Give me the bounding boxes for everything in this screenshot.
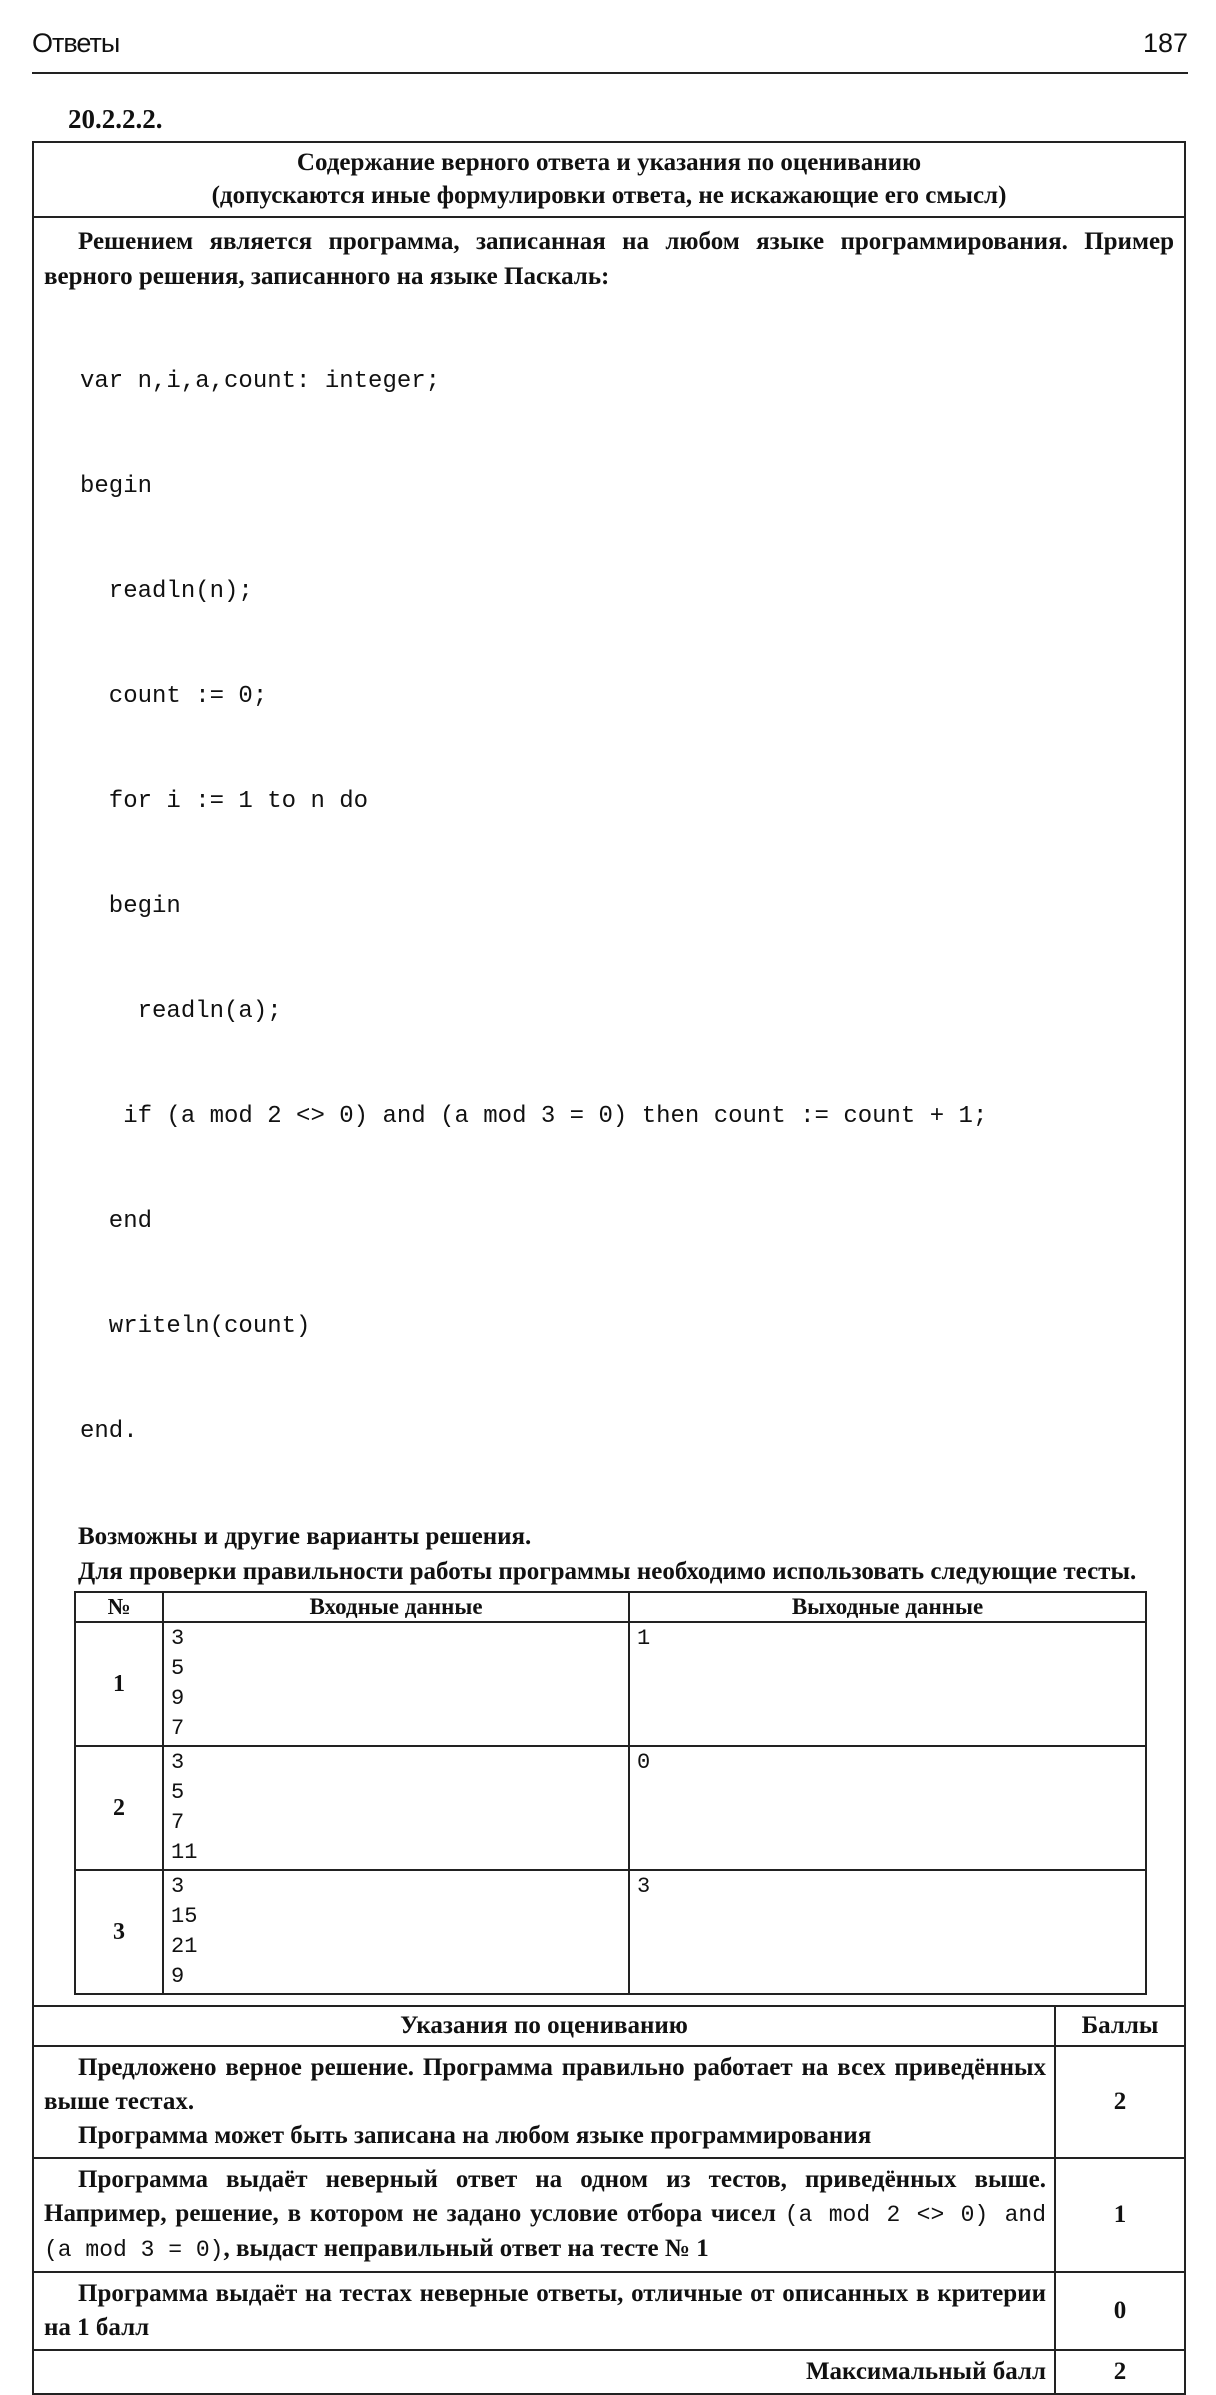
col-header-criteria: Указания по оцениванию: [34, 2006, 1055, 2046]
tests-header-row: [75, 1592, 1146, 1622]
test-output: [629, 1870, 1146, 1994]
output-value: 0: [637, 1750, 651, 1775]
col-header-output: Выходные данные: [629, 1592, 1146, 1622]
criterion-text-part: , выдаст неправильный ответ на тесте № 1: [223, 2235, 709, 2262]
test-number: 3: [75, 1870, 163, 1994]
code-line: count := 0;: [80, 683, 268, 710]
answer-header: [34, 143, 1184, 218]
code-line: end.: [80, 1418, 138, 1445]
input-value: 3: [171, 1626, 185, 1651]
table-row: [75, 1746, 1146, 1870]
grading-row: [34, 2046, 1184, 2158]
solution-intro: Решением является программа, записанная на любом языке программирования. Пример верного решения, записанного на языке Паскаль:: [44, 228, 1174, 290]
test-input: [163, 1870, 629, 1994]
header-subtitle: (допускаются иные формулировки ответа, не искажающие его смысл): [211, 182, 1007, 209]
criterion-line: [44, 2163, 1046, 2267]
page-number: 187: [1142, 28, 1188, 58]
code-line: begin: [80, 893, 181, 920]
criterion-points: 2: [1055, 2046, 1184, 2158]
code-line: writeln(count): [80, 1313, 311, 1340]
input-value: 7: [171, 1810, 185, 1835]
criterion-points: 0: [1055, 2272, 1184, 2350]
input-value: 5: [171, 1656, 185, 1681]
input-value: 11: [171, 1840, 198, 1865]
tests-intro: Для проверки правильности работы программы необходимо использовать следующие тесты.: [78, 1558, 1137, 1585]
table-row: [75, 1622, 1146, 1746]
criterion-text: [34, 2046, 1055, 2158]
grading-row: [34, 2158, 1184, 2272]
code-line: if (a mod 2 <> 0) and (a mod 3 = 0) then count := count + 1;: [80, 1103, 988, 1130]
input-value: 3: [171, 1874, 185, 1899]
criterion-line: Предложено верное решение. Программа правильно работает на всех приведённых выше тестах.: [44, 2054, 1046, 2115]
col-header-input: Входные данные: [163, 1592, 629, 1622]
tests-table: [74, 1591, 1147, 1995]
max-score-value: 2: [1055, 2350, 1184, 2393]
task-number: 20.2.2.2.: [68, 104, 163, 134]
input-value: 21: [171, 1934, 198, 1959]
grading-row: [34, 2272, 1184, 2350]
grading-max-row: [34, 2350, 1184, 2393]
section-title: Ответы: [32, 28, 120, 58]
criterion-points: 1: [1055, 2158, 1184, 2272]
code-line: var n,i,a,count: integer;: [80, 368, 441, 395]
input-value: 15: [171, 1904, 198, 1929]
input-value: 9: [171, 1964, 185, 1989]
input-value: 7: [171, 1716, 185, 1741]
solution-body: [34, 218, 1184, 2005]
criterion-text: [34, 2272, 1055, 2350]
code-line: for i := 1 to n do: [80, 788, 369, 815]
answer-frame: [32, 141, 1186, 2395]
grading-header-row: [34, 2006, 1184, 2046]
code-line: begin: [80, 473, 153, 500]
input-value: 9: [171, 1686, 185, 1711]
input-value: 3: [171, 1750, 185, 1775]
criterion-text-part: Программа выдаёт неверный ответ на одном из тестов, приведённых выше. Например, решение, в котором не задано условие отбора чисел: [44, 2166, 1046, 2227]
criterion-text: [34, 2158, 1055, 2272]
criterion-code: (a mod 2 <> 0) and (a mod 3 = 0): [44, 2202, 1047, 2263]
max-score-label: Максимальный балл: [805, 2358, 1046, 2385]
table-row: [75, 1870, 1146, 1994]
grading-table: [34, 2005, 1184, 2393]
col-header-no: №: [75, 1592, 163, 1622]
input-value: 5: [171, 1780, 185, 1805]
code-line: readln(a);: [80, 998, 282, 1025]
code-block: [80, 294, 1174, 1519]
test-number: 2: [75, 1746, 163, 1870]
output-value: 3: [637, 1874, 651, 1899]
running-head: [32, 24, 1188, 74]
code-line: end: [80, 1208, 153, 1235]
code-line: readln(n);: [80, 578, 253, 605]
criterion-line: Программа выдаёт на тестах неверные ответы, отличные от описанных в критерии на 1 балл: [44, 2280, 1046, 2341]
col-header-points: Баллы: [1055, 2006, 1184, 2046]
test-number: 1: [75, 1622, 163, 1746]
other-variants-note: Возможны и другие варианты решения.: [78, 1523, 532, 1550]
test-output: [629, 1746, 1146, 1870]
output-value: 1: [637, 1626, 651, 1651]
test-output: [629, 1622, 1146, 1746]
test-input: [163, 1746, 629, 1870]
test-input: [163, 1622, 629, 1746]
criterion-line: Программа может быть записана на любом языке программирования: [78, 2122, 872, 2149]
header-title: Содержание верного ответа и указания по оцениванию: [296, 149, 922, 176]
